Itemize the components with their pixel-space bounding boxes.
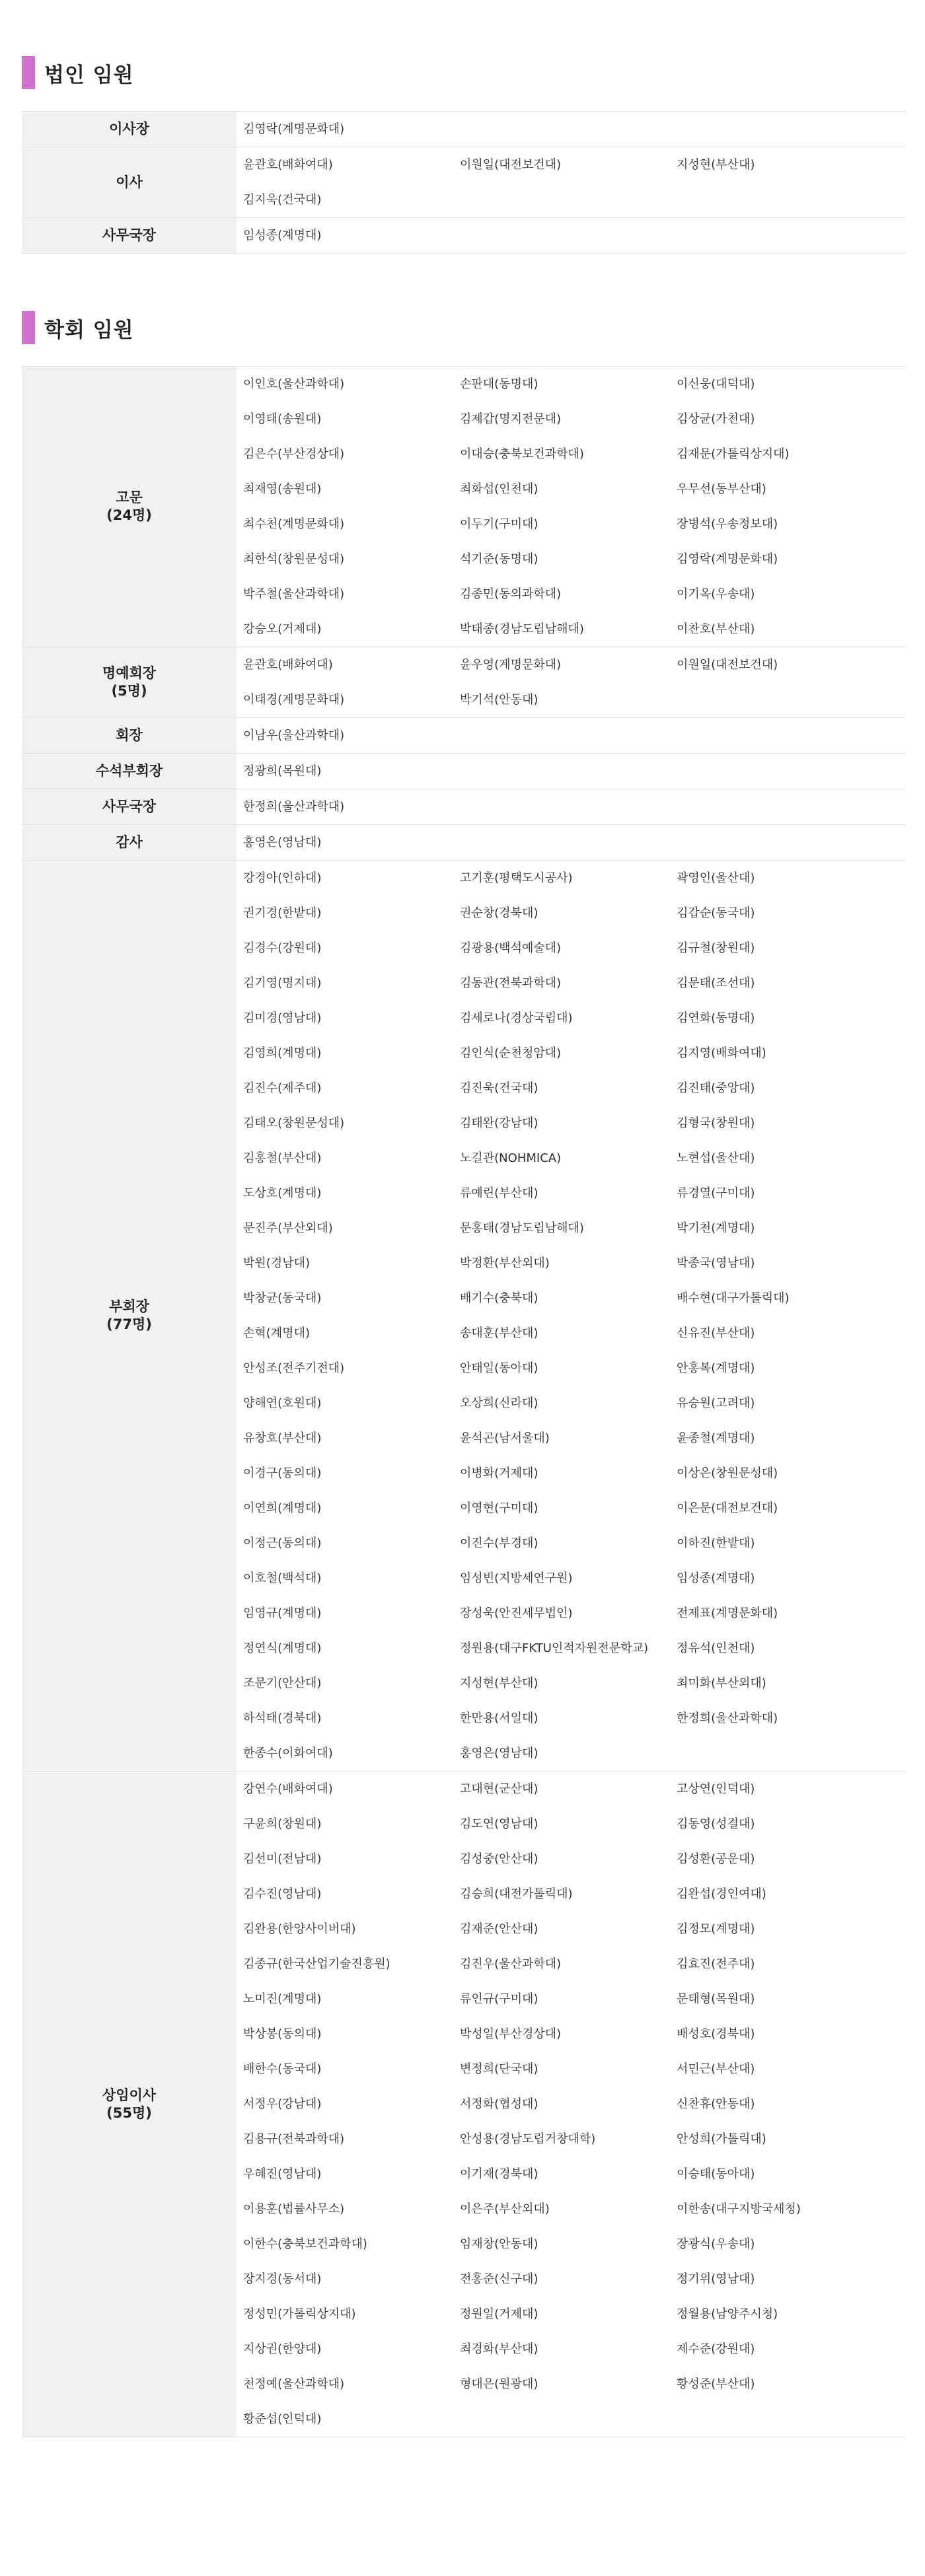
member-name: 이인호(울산과학대) [243,377,345,391]
member-name: 류경열(구미대) [677,1186,755,1200]
corporate-officers-section [22,55,905,254]
member-name: 임재창(안동대) [460,2237,538,2251]
section-title: 학회 임원 [44,318,134,342]
role-count: (24명) [106,507,152,523]
names-cell [237,718,905,754]
member-name: 황준섭(인덕대) [243,2412,322,2426]
member-name: 배성호(경북대) [677,2027,755,2041]
member-name: 손혁(계명대) [243,1326,310,1340]
member-name: 정성민(가톨릭상지대) [243,2307,356,2321]
section-title: 법인 임원 [44,63,134,87]
role-cell [22,147,237,218]
role-cell [22,754,237,789]
role-cell [22,218,237,254]
member-name: 안성희(가톨릭대) [677,2132,766,2146]
member-name: 이상은(창원문성대) [677,1466,778,1480]
member-name: 김진태(중앙대) [677,1081,755,1095]
member-name: 김동영(성결대) [677,1817,755,1831]
names-cell [237,861,905,1771]
member-name: 김경수(강원대) [243,941,322,955]
member-name: 최미화(부산외대) [677,1676,766,1690]
member-name: 임영규(계명대) [243,1606,322,1620]
member-name: 김용규(전북과학대) [243,2132,345,2146]
member-name: 도상호(계명대) [243,1186,322,1200]
member-name: 석기준(동명대) [460,552,538,566]
names-grid [243,861,905,1771]
member-name: 유창호(부산대) [243,1431,322,1445]
officer-row [22,718,905,754]
member-name: 이연희(계명대) [243,1501,322,1515]
member-name: 오상희(신라대) [460,1396,538,1410]
member-name: 박성일(부산경상대) [460,2027,562,2041]
member-name: 김제갑(명지전문대) [460,412,562,426]
member-name: 윤우영(계명문화대) [460,658,562,672]
member-name: 이태경(계명문화대) [243,693,345,707]
names-grid [243,789,905,824]
member-name: 전홍준(신구대) [460,2272,538,2286]
member-name: 이한수(충북보건과학대) [243,2237,367,2251]
names-grid [243,647,905,717]
officer-row [22,112,905,147]
member-name: 유승원(고려대) [677,1396,755,1410]
member-name: 이은문(대전보건대) [677,1501,778,1515]
member-name: 천정예(울산과학대) [243,2377,345,2391]
member-name: 김도연(영남대) [460,1817,538,1831]
member-name: 신유진(부산대) [677,1326,755,1340]
member-name: 강연수(배화여대) [243,1782,333,1796]
member-name: 박창균(동국대) [243,1291,322,1305]
names-cell [237,647,905,718]
role-cell [22,112,237,147]
member-name: 배한수(동국대) [243,2062,322,2076]
member-name: 박기천(계명대) [677,1221,755,1235]
role-count: (5명) [111,683,147,699]
member-name: 정기위(영남대) [677,2272,755,2286]
member-name: 김연화(동명대) [677,1011,755,1025]
member-name: 이승태(동아대) [677,2167,755,2181]
member-name: 김진우(울산과학대) [460,1957,562,1971]
member-name: 안홍복(계명대) [677,1361,755,1375]
member-name: 안성용(경남도립거창대학) [460,2132,596,2146]
officer-row [22,147,905,218]
names-grid [243,718,905,753]
member-name: 지상권(한양대) [243,2342,322,2356]
officer-row [22,861,905,1771]
role-label: 이사 [116,174,143,190]
member-name: 노현섭(울산대) [677,1151,755,1165]
member-name: 이경구(동의대) [243,1466,322,1480]
member-name: 김승희(대전가톨릭대) [460,1887,573,1901]
role-cell [22,647,237,718]
member-name: 고대현(군산대) [460,1782,538,1796]
member-name: 송대훈(부산대) [460,1326,538,1340]
member-name: 김태오(창원문성대) [243,1116,345,1130]
member-name: 김영락(계명문화대) [677,552,778,566]
member-name: 정원용(대구FKTU인적자원전문학교) [460,1641,649,1655]
member-name: 안태일(동아대) [460,1361,538,1375]
member-name: 권기경(한밭대) [243,906,322,920]
member-name: 장병석(우송정보대) [677,517,778,531]
member-name: 이기옥(우송대) [677,587,755,601]
role-count: (77명) [106,1316,152,1332]
member-name: 한정희(울산과학대) [677,1711,778,1725]
member-name: 안성조(전주기전대) [243,1361,345,1375]
member-name: 김지욱(건국대) [243,193,322,207]
officer-row [22,367,905,647]
member-name: 김영락(계명문화대) [243,122,345,136]
member-name: 이기재(경북대) [460,2167,538,2181]
member-name: 한정희(울산과학대) [243,800,345,814]
member-name: 김태완(강남대) [460,1116,538,1130]
member-name: 김완섭(경인여대) [677,1887,766,1901]
member-name: 정월용(남양주시청) [677,2307,778,2321]
names-cell [237,1771,905,2437]
officer-row [22,789,905,825]
member-name: 구윤희(창원대) [243,1817,322,1831]
member-name: 형대은(원광대) [460,2377,538,2391]
member-name: 고상연(인덕대) [677,1782,755,1796]
member-name: 한만용(서일대) [460,1711,538,1725]
role-label: 회장 [116,727,143,743]
role-label: 이사장 [109,121,149,137]
member-name: 신찬휴(안동대) [677,2097,755,2111]
member-name: 김동관(전북과학대) [460,976,562,990]
member-name: 김선미(전남대) [243,1852,322,1866]
member-name: 김은수(부산경상대) [243,447,345,461]
member-name: 장성욱(안진세무법인) [460,1606,573,1620]
role-label: 수석부회장 [95,763,163,779]
member-name: 이영현(구미대) [460,1501,538,1515]
member-name: 이병화(거제대) [460,1466,538,1480]
member-name: 조문기(안산대) [243,1676,322,1690]
names-cell [237,367,905,647]
member-name: 이하진(한밭대) [677,1536,755,1550]
member-name: 이은주(부산외대) [460,2202,550,2216]
member-name: 윤관호(배화여대) [243,658,333,672]
member-name: 임성종(계명대) [677,1571,755,1585]
member-name: 문홍태(경남도립남해대) [460,1221,584,1235]
member-name: 변정희(단국대) [460,2062,538,2076]
member-name: 김규철(창원대) [677,941,755,955]
member-name: 김인식(순천청암대) [460,1046,562,1060]
member-name: 이용훈(법률사무소) [243,2202,345,2216]
role-label: 고문 [116,489,143,505]
member-name: 이원일(대전보건대) [677,658,778,672]
member-name: 윤종철(계명대) [677,1431,755,1445]
member-name: 최경화(부산대) [460,2342,538,2356]
role-label: 부회장 [109,1299,149,1314]
member-name: 양해연(호원대) [243,1396,322,1410]
names-grid [243,218,905,253]
member-name: 우혜진(영남대) [243,2167,322,2181]
role-cell [22,861,237,1771]
member-name: 곽영인(울산대) [677,871,755,885]
names-grid [243,825,905,860]
officer-row [22,218,905,254]
officer-row [22,825,905,861]
member-name: 박기석(안동대) [460,693,538,707]
member-name: 김진수(제주대) [243,1081,322,1095]
member-name: 우무선(동부산대) [677,482,766,496]
member-name: 황성준(부산대) [677,2377,755,2391]
member-name: 정연식(계명대) [243,1641,322,1655]
member-name: 정광희(목원대) [243,764,322,778]
member-name: 이영태(송원대) [243,412,322,426]
member-name: 김재준(안산대) [460,1922,538,1936]
member-name: 이호철(백석대) [243,1571,322,1585]
names-cell [237,112,905,147]
role-label: 사무국장 [102,799,157,814]
names-cell [237,789,905,825]
member-name: 김형국(창원대) [677,1116,755,1130]
member-name: 김문태(조선대) [677,976,755,990]
member-name: 김진욱(건국대) [460,1081,538,1095]
member-name: 배수현(대구가톨릭대) [677,1291,790,1305]
section-header [22,55,905,90]
member-name: 최한석(창원문성대) [243,552,345,566]
member-name: 하석태(경북대) [243,1711,322,1725]
member-name: 서민근(부산대) [677,2062,755,2076]
member-name: 김완용(한양사이버대) [243,1922,356,1936]
section-marker [22,56,35,89]
names-grid [243,367,905,647]
member-name: 권순창(경북대) [460,906,538,920]
role-label: 감사 [116,834,143,850]
member-name: 김종규(한국산업기술진흥원) [243,1957,390,1971]
member-name: 박상봉(동의대) [243,2027,322,2041]
role-count: (55명) [106,2104,152,2121]
officers-table [22,366,905,2437]
member-name: 이정근(동의대) [243,1536,322,1550]
member-name: 홍영은(영남대) [243,836,322,849]
member-name: 김기영(명지대) [243,976,322,990]
member-name: 이진수(부경대) [460,1536,538,1550]
member-name: 한종수(이화여대) [243,1746,333,1760]
member-name: 김미경(영남대) [243,1011,322,1025]
names-cell [237,147,905,218]
member-name: 노길관(NOHMICA) [460,1151,562,1165]
role-cell [22,367,237,647]
member-name: 전제표(계명문화대) [677,1606,778,1620]
member-name: 문진주(부산외대) [243,1221,333,1235]
member-name: 최화섭(인천대) [460,482,538,496]
member-name: 류인규(구미대) [460,1992,538,2006]
member-name: 이남우(울산과학대) [243,729,345,742]
officer-row [22,1771,905,2437]
member-name: 이신웅(대덕대) [677,377,755,391]
member-name: 배기수(충북대) [460,1291,538,1305]
names-grid [243,1771,905,2437]
member-name: 김재문(가톨릭상지대) [677,447,790,461]
role-label: 명예회장 [102,665,157,681]
role-cell [22,1771,237,2437]
member-name: 박정환(부산외대) [460,1256,550,1270]
member-name: 이찬호(부산대) [677,622,755,636]
names-grid [243,147,905,217]
officer-row [22,647,905,718]
member-name: 강승오(거제대) [243,622,322,636]
role-cell [22,718,237,754]
member-name: 임성종(계명대) [243,229,322,242]
member-name: 장지경(동서대) [243,2272,322,2286]
member-name: 김수진(영남대) [243,1887,322,1901]
member-name: 서정우(강남대) [243,2097,322,2111]
member-name: 장광식(우송대) [677,2237,755,2251]
member-name: 김성환(공운대) [677,1852,755,1866]
member-name: 최수천(계명문화대) [243,517,345,531]
member-name: 김효진(전주대) [677,1957,755,1971]
member-name: 지성현(부산대) [677,158,755,172]
member-name: 강경아(인하대) [243,871,322,885]
member-name: 김상균(가천대) [677,412,755,426]
member-name: 류예린(부산대) [460,1186,538,1200]
member-name: 문태형(목원대) [677,1992,755,2006]
society-officers-section [22,310,905,2437]
member-name: 이원일(대전보건대) [460,158,562,172]
member-name: 서정화(협성대) [460,2097,538,2111]
section-header [22,310,905,345]
member-name: 정유석(인천대) [677,1641,755,1655]
member-name: 박종국(영남대) [677,1256,755,1270]
member-name: 김갑순(동국대) [677,906,755,920]
member-name: 김성중(안산대) [460,1852,538,1866]
member-name: 노미진(계명대) [243,1992,322,2006]
member-name: 김지영(배화여대) [677,1046,766,1060]
member-name: 최재영(송원대) [243,482,322,496]
names-cell [237,754,905,789]
section-marker [22,311,35,344]
member-name: 윤관호(배화여대) [243,158,333,172]
member-name: 이두기(구미대) [460,517,538,531]
member-name: 김홍철(부산대) [243,1151,322,1165]
member-name: 이한송(대구지방국세청) [677,2202,801,2216]
member-name: 박원(경남대) [243,1256,310,1270]
member-name: 윤석곤(남서울대) [460,1431,550,1445]
role-cell [22,825,237,861]
member-name: 손판대(동명대) [460,377,538,391]
member-name: 임성빈(지방세연구원) [460,1571,573,1585]
member-name: 김정모(계명대) [677,1922,755,1936]
member-name: 고기훈(평택도시공사) [460,871,573,885]
member-name: 홍영은(영남대) [460,1746,538,1760]
names-cell [237,825,905,861]
member-name: 이대승(충북보건과학대) [460,447,584,461]
member-name: 김광용(백석예술대) [460,941,562,955]
member-name: 김종민(동의과학대) [460,587,562,601]
member-name: 정원일(거제대) [460,2307,538,2321]
role-label: 사무국장 [102,227,157,243]
role-cell [22,789,237,825]
names-grid [243,112,905,147]
member-name: 김영희(계명대) [243,1046,322,1060]
member-name: 박태종(경남도립남해대) [460,622,584,636]
member-name: 김세로나(경상국립대) [460,1011,573,1025]
member-name: 제수준(강원대) [677,2342,755,2356]
names-grid [243,754,905,789]
member-name: 지성현(부산대) [460,1676,538,1690]
names-cell [237,218,905,254]
officer-row [22,754,905,789]
role-label: 상임이사 [102,2087,157,2103]
officers-table [22,111,905,254]
member-name: 박주철(울산과학대) [243,587,345,601]
